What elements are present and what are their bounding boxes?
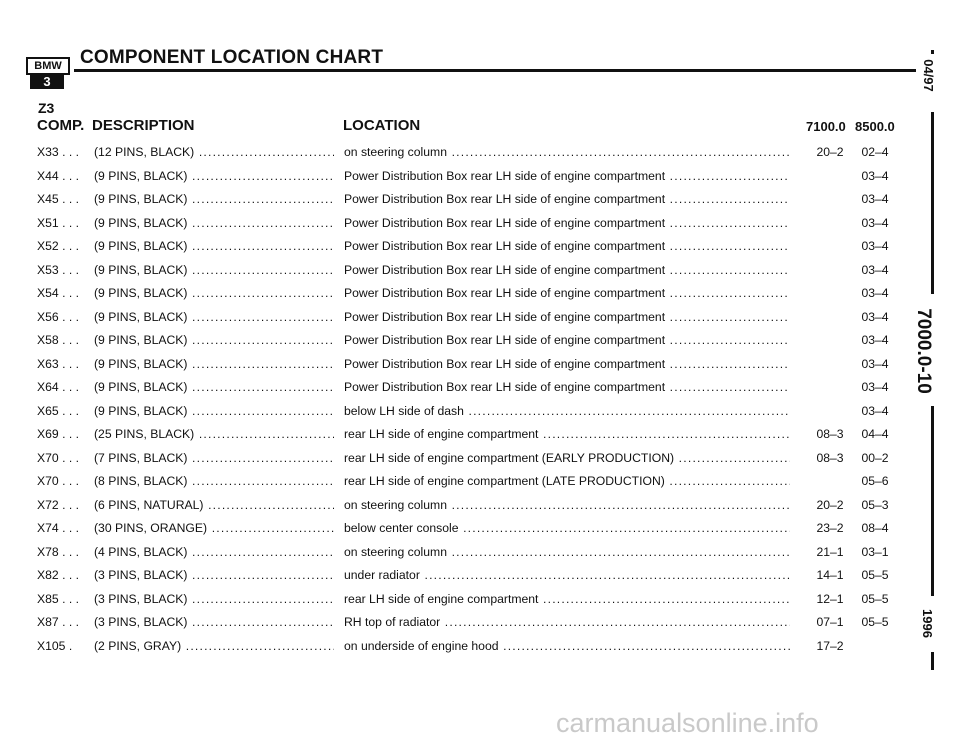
- header-comp: COMP.: [37, 117, 85, 134]
- table-row: [0, 518, 960, 542]
- row-col-b: 05–5: [861, 615, 889, 629]
- row-col-b: 04–4: [861, 427, 889, 441]
- row-description: (9 PINS, BLACK) .....: [94, 216, 334, 230]
- row-col-b: 03–4: [861, 168, 889, 183]
- row-description: (9 PINS, BLACK) .....: [94, 357, 334, 371]
- row-description: (25 PINS, BLACK) .....: [94, 427, 334, 441]
- row-comp: X45 . . .: [37, 192, 80, 206]
- table-row: [0, 636, 960, 660]
- row-description: (4 PINS, BLACK) .....: [94, 545, 334, 559]
- row-location: Power Distribution Box rear LH side of engine compartment .....: [344, 380, 790, 394]
- row-col-b: 03–4: [861, 286, 889, 300]
- row-comp: X33 . . .: [37, 145, 80, 159]
- bmw-logo: [26, 57, 70, 93]
- row-col-a: 20–2: [816, 145, 844, 159]
- row-description: (12 PINS, BLACK) .....: [94, 145, 334, 159]
- side-year: 1996: [919, 609, 935, 638]
- row-col-a: 14–1: [816, 568, 844, 582]
- row-comp: X53 . . .: [37, 262, 80, 277]
- row-comp: X70 . . .: [37, 450, 80, 465]
- table-row: [0, 401, 960, 425]
- table-row: [0, 424, 960, 448]
- row-location: Power Distribution Box rear LH side of engine compartment .....: [344, 263, 790, 277]
- row-location: rear LH side of engine compartment (LATE PRODUCTION) .....: [344, 474, 790, 488]
- row-description: (9 PINS, BLACK) .....: [94, 169, 334, 183]
- table-row: [0, 260, 960, 284]
- row-comp: X52 . . .: [37, 239, 80, 253]
- row-comp: X64 . . .: [37, 380, 80, 394]
- row-col-a: 12–1: [816, 591, 844, 606]
- row-comp: X72 . . .: [37, 497, 80, 512]
- header-col-b: 8500.0: [855, 119, 895, 134]
- row-comp: X74 . . .: [37, 521, 80, 535]
- row-col-a: 07–1: [816, 615, 844, 629]
- logo-series: 3: [30, 75, 64, 89]
- row-location: Power Distribution Box rear LH side of engine compartment .....: [344, 239, 790, 253]
- row-description: (9 PINS, BLACK) .....: [94, 404, 334, 418]
- row-location: on steering column .....: [344, 545, 790, 559]
- row-location: RH top of radiator .....: [344, 615, 790, 629]
- row-col-b: 03–1: [861, 544, 889, 559]
- row-col-b: 03–4: [861, 309, 889, 324]
- row-description: (3 PINS, BLACK) .....: [94, 615, 334, 629]
- row-description: (9 PINS, BLACK) .....: [94, 333, 334, 347]
- row-location: on underside of engine hood .....: [344, 639, 790, 653]
- row-col-b: 03–4: [861, 356, 889, 371]
- table-row: [0, 354, 960, 378]
- row-location: on steering column .....: [344, 145, 790, 159]
- row-location: on steering column .....: [344, 498, 790, 512]
- table-row: [0, 166, 960, 190]
- table-row: [0, 142, 960, 166]
- row-col-a: 08–3: [816, 427, 844, 441]
- row-location: Power Distribution Box rear LH side of engine compartment .....: [344, 169, 790, 183]
- header-col-a: 7100.0: [806, 119, 846, 134]
- header-description: DESCRIPTION: [92, 117, 195, 134]
- row-comp: X65 . . .: [37, 403, 80, 418]
- row-description: (6 PINS, NATURAL) .....: [94, 498, 334, 512]
- row-col-a: 23–2: [816, 521, 844, 535]
- row-col-b: 03–4: [861, 333, 889, 347]
- table-row: [0, 189, 960, 213]
- row-col-a: 17–2: [816, 638, 844, 653]
- row-col-b: 02–4: [861, 145, 889, 159]
- row-location: below center console .....: [344, 521, 790, 535]
- row-location: Power Distribution Box rear LH side of engine compartment .....: [344, 286, 790, 300]
- table-row: [0, 213, 960, 237]
- row-description: (9 PINS, BLACK) .....: [94, 239, 334, 253]
- table-row: [0, 307, 960, 331]
- table-row: [0, 589, 960, 613]
- row-description: (30 PINS, ORANGE) .....: [94, 521, 334, 535]
- row-col-b: 05–3: [861, 497, 889, 512]
- row-description: (9 PINS, BLACK) .....: [94, 192, 334, 206]
- model-label: Z3: [38, 100, 55, 116]
- table-row: [0, 330, 960, 354]
- row-col-b: 05–5: [861, 591, 889, 606]
- row-comp: X78 . . .: [37, 544, 80, 559]
- row-description: (2 PINS, GRAY) .....: [94, 639, 334, 653]
- row-col-b: 03–4: [861, 239, 889, 253]
- row-comp: X56 . . .: [37, 309, 80, 324]
- row-comp: X63 . . .: [37, 356, 80, 371]
- row-description: (8 PINS, BLACK) .....: [94, 474, 334, 488]
- table-row: [0, 565, 960, 589]
- row-comp: X82 . . .: [37, 568, 80, 582]
- row-description: (9 PINS, BLACK) .....: [94, 310, 334, 324]
- row-col-b: 05–6: [861, 474, 889, 488]
- row-col-b: 00–2: [861, 450, 889, 465]
- row-location: Power Distribution Box rear LH side of engine compartment .....: [344, 192, 790, 206]
- table-row: [0, 448, 960, 472]
- side-section-code: 7000.0-10: [912, 308, 934, 394]
- title-rule: [74, 69, 916, 72]
- table-row: [0, 471, 960, 495]
- row-description: (9 PINS, BLACK) .....: [94, 380, 334, 394]
- row-description: (9 PINS, BLACK) .....: [94, 286, 334, 300]
- row-comp: X44 . . .: [37, 168, 80, 183]
- row-description: (3 PINS, BLACK) .....: [94, 568, 334, 582]
- table-row: [0, 612, 960, 636]
- row-location: rear LH side of engine compartment .....: [344, 427, 790, 441]
- table-row: [0, 495, 960, 519]
- row-col-b: 03–4: [861, 380, 889, 394]
- row-location: Power Distribution Box rear LH side of engine compartment .....: [344, 216, 790, 230]
- table-row: [0, 283, 960, 307]
- row-comp: X54 . . .: [37, 286, 80, 300]
- row-comp: X70 . . .: [37, 474, 80, 488]
- row-comp: X85 . . .: [37, 591, 80, 606]
- row-location: rear LH side of engine compartment .....: [344, 592, 790, 606]
- row-comp: X51 . . .: [37, 215, 80, 230]
- header-location: LOCATION: [343, 117, 421, 134]
- row-col-a: 20–2: [816, 497, 844, 512]
- page-title: COMPONENT LOCATION CHART: [80, 47, 384, 68]
- row-comp: X105 .: [37, 638, 73, 653]
- row-col-b: 08–4: [861, 521, 889, 535]
- row-col-b: 03–4: [861, 215, 889, 230]
- row-location: Power Distribution Box rear LH side of engine compartment .....: [344, 310, 790, 324]
- row-location: under radiator .....: [344, 568, 790, 582]
- logo-brand: BMW: [26, 57, 70, 75]
- row-col-b: 03–4: [861, 192, 889, 206]
- table-row: [0, 542, 960, 566]
- row-col-a: 08–3: [816, 450, 844, 465]
- row-col-a: 21–1: [816, 544, 844, 559]
- component-table: [0, 142, 960, 659]
- row-comp: X69 . . .: [37, 427, 80, 441]
- side-date: 04/97: [920, 59, 936, 92]
- table-row: [0, 236, 960, 260]
- row-col-b: 03–4: [861, 403, 889, 418]
- row-col-b: 03–4: [861, 262, 889, 277]
- row-location: Power Distribution Box rear LH side of engine compartment .....: [344, 357, 790, 371]
- row-location: Power Distribution Box rear LH side of engine compartment .....: [344, 333, 790, 347]
- row-location: below LH side of dash .....: [344, 404, 790, 418]
- row-comp: X87 . . .: [37, 615, 80, 629]
- row-description: (7 PINS, BLACK) .....: [94, 451, 334, 465]
- row-description: (3 PINS, BLACK) .....: [94, 592, 334, 606]
- row-col-b: 05–5: [861, 568, 889, 582]
- row-description: (9 PINS, BLACK) .....: [94, 263, 334, 277]
- table-row: [0, 377, 960, 401]
- row-location: rear LH side of engine compartment (EARLY PRODUCTION) .....: [344, 451, 790, 465]
- watermark: carmanualsonline.info: [556, 708, 819, 738]
- row-comp: X58 . . .: [37, 333, 80, 347]
